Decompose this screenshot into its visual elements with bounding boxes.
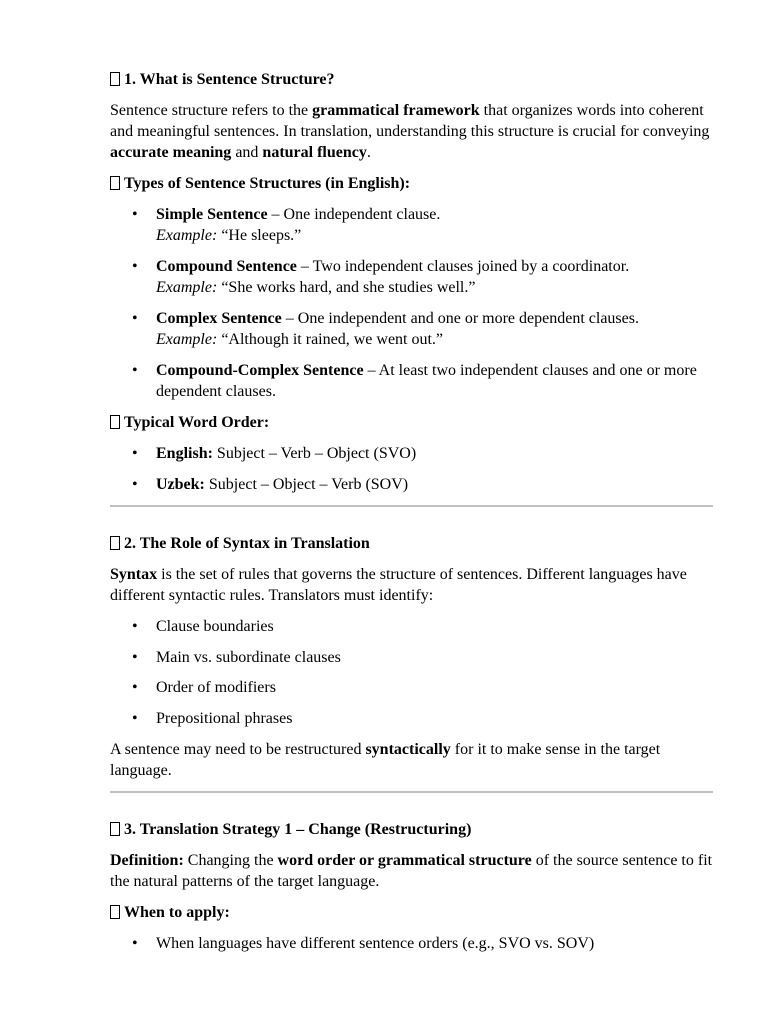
section-divider bbox=[110, 505, 713, 507]
when-to-apply-heading: When to apply: bbox=[110, 902, 715, 923]
section-1-heading: 1. What is Sentence Structure? bbox=[110, 69, 715, 90]
list-item: Clause boundaries bbox=[156, 618, 274, 635]
missing-glyph-icon bbox=[110, 905, 120, 919]
bullet-icon: • bbox=[132, 362, 138, 379]
missing-glyph-icon bbox=[110, 822, 120, 836]
types-heading: Types of Sentence Structures (in English): bbox=[110, 173, 715, 194]
list-item: When languages have different sentence orders (e.g., SVO vs. SOV) bbox=[156, 935, 595, 952]
bullet-icon: • bbox=[132, 445, 138, 462]
bullet-icon: • bbox=[132, 258, 138, 275]
missing-glyph-icon bbox=[110, 536, 120, 550]
bullet-icon: • bbox=[132, 206, 138, 223]
bullet-icon: • bbox=[132, 679, 138, 696]
list-item: Main vs. subordinate clauses bbox=[156, 649, 341, 666]
section-2-intro: Syntax is the set of rules that governs the structure of sentences. Different languages have different syntactic rules. Translators must identify: bbox=[110, 566, 687, 604]
word-order-heading: Typical Word Order: bbox=[110, 412, 715, 433]
section-2-outro: A sentence may need to be restructured syntactically for it to make sense in the target language. bbox=[110, 741, 661, 779]
bullet-icon: • bbox=[132, 649, 138, 666]
section-divider bbox=[110, 791, 713, 793]
list-item-english-order: English: Subject – Verb – Object (SVO) bbox=[156, 445, 417, 462]
bullet-icon: • bbox=[132, 310, 138, 327]
list-item-uzbek-order: Uzbek: Subject – Object – Verb (SOV) bbox=[156, 476, 409, 493]
section-1-intro: Sentence structure refers to the grammatical framework that organizes words into coherent and meaningful sentences. In translation, understanding this structure is crucial for conveying accurate meaning and natural fluency. bbox=[110, 102, 710, 161]
list-item: Prepositional phrases bbox=[156, 710, 293, 727]
list-item-compound-complex-sentence: Compound-Complex Sentence – At least two independent clauses and one or more dependent clauses. bbox=[156, 362, 697, 400]
missing-glyph-icon bbox=[110, 72, 120, 86]
list-item-complex-sentence: Complex Sentence – One independent and one or more dependent clauses. Example: “Although it rained, we went out.” bbox=[156, 310, 639, 348]
list-item-compound-sentence: Compound Sentence – Two independent clauses joined by a coordinator. Example: “She works hard, and she studies well.” bbox=[156, 258, 630, 296]
section-3-definition: Definition: Changing the word order or grammatical structure of the source sentence to fit the natural patterns of the target language. bbox=[110, 852, 713, 890]
section-2-heading: 2. The Role of Syntax in Translation bbox=[110, 533, 715, 554]
list-item-simple-sentence: Simple Sentence – One independent clause. Example: “He sleeps.” bbox=[156, 206, 441, 244]
list-item: Order of modifiers bbox=[156, 679, 276, 696]
bullet-icon: • bbox=[132, 710, 138, 727]
bullet-icon: • bbox=[132, 935, 138, 952]
bullet-icon: • bbox=[132, 618, 138, 635]
bullet-icon: • bbox=[132, 476, 138, 493]
missing-glyph-icon bbox=[110, 176, 120, 190]
section-3-heading: 3. Translation Strategy 1 – Change (Restructuring) bbox=[110, 819, 715, 840]
missing-glyph-icon bbox=[110, 415, 120, 429]
